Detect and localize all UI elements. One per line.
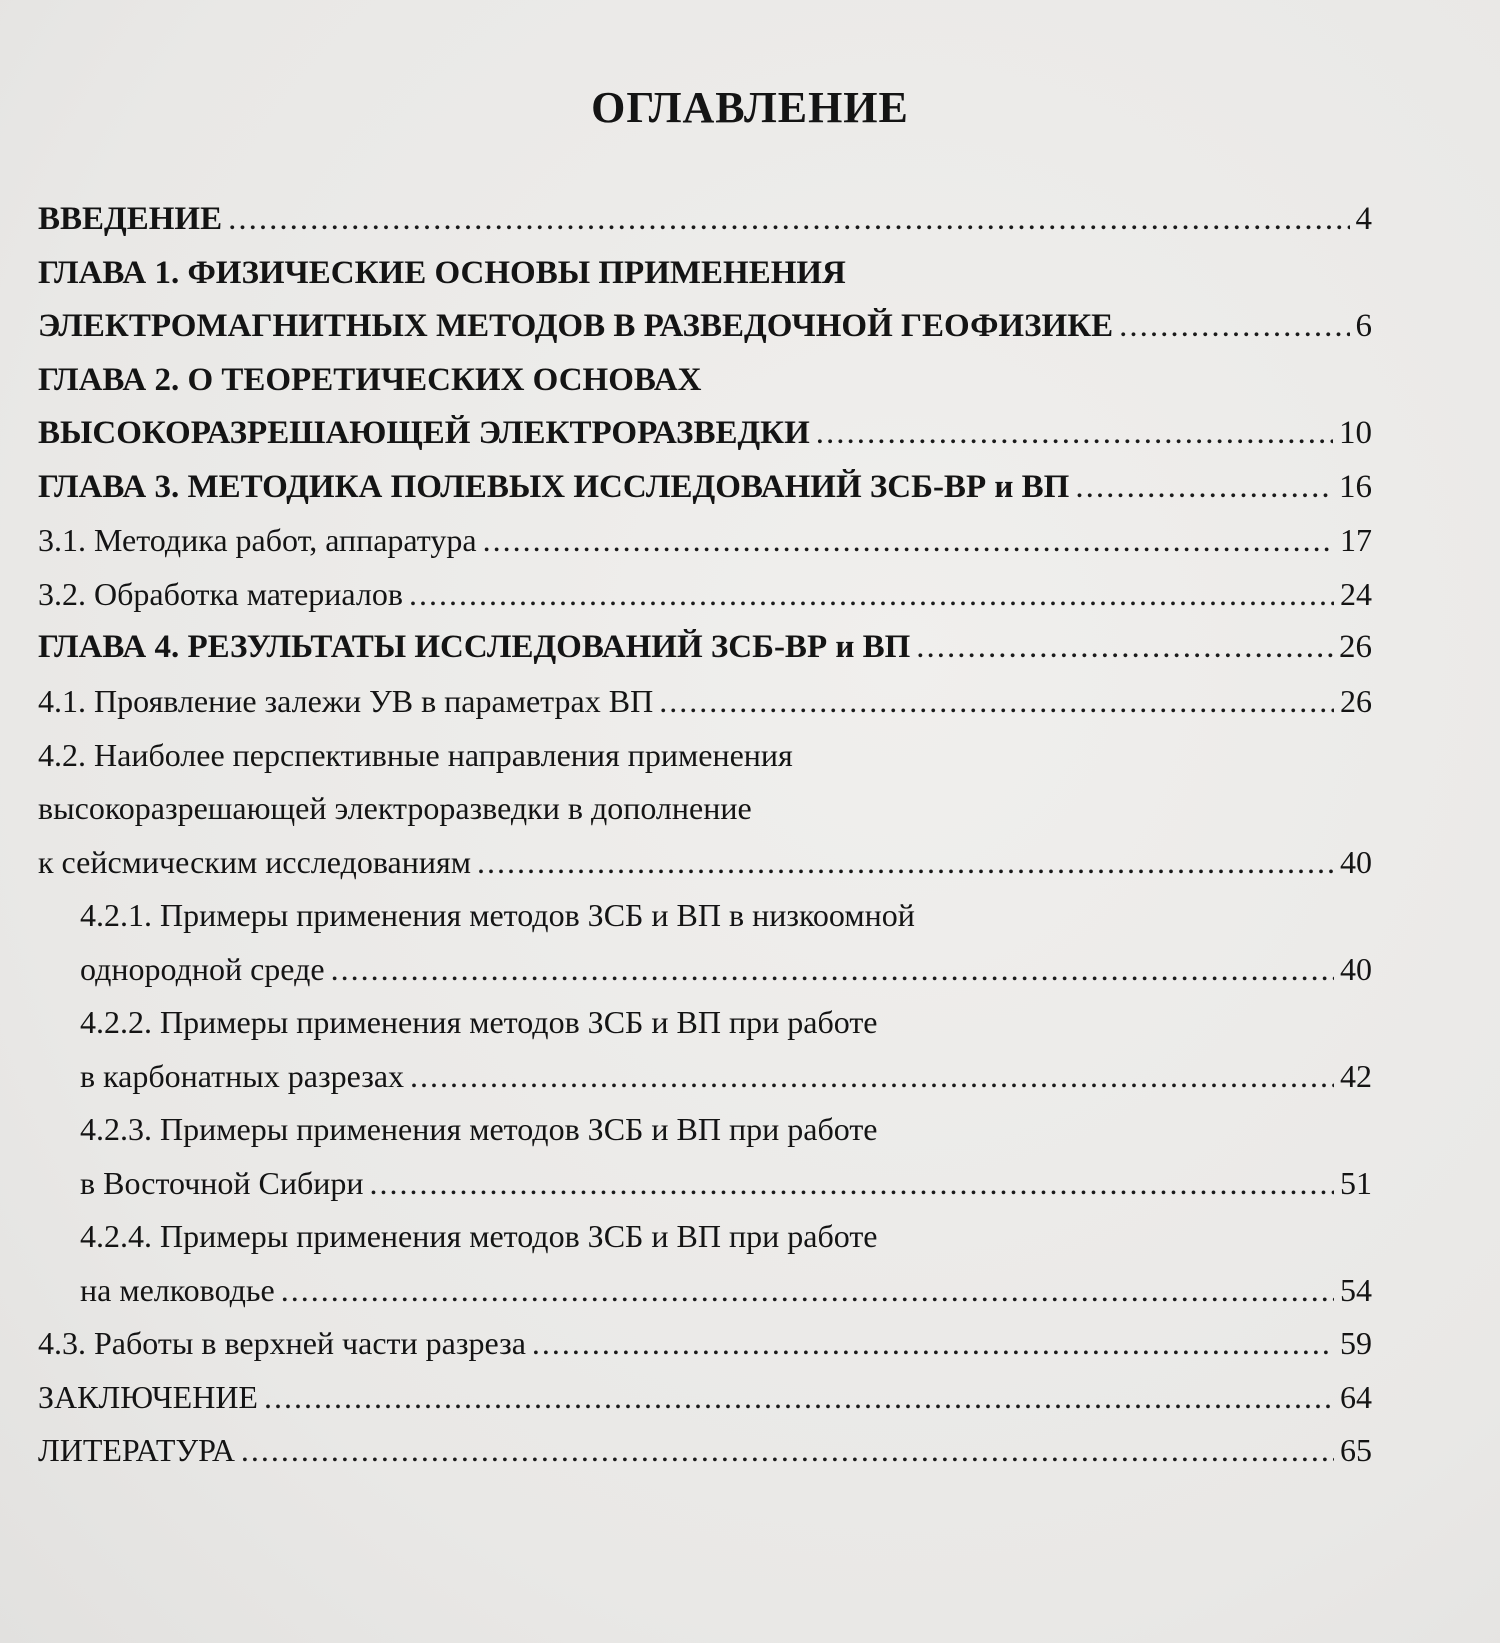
toc-entry-label: ГЛАВА 3. МЕТОДИКА ПОЛЕВЫХ ИССЛЕДОВАНИЙ ЗСБ-ВР и ВП: [38, 469, 1070, 505]
toc-entry-3-1: [38, 513, 1372, 567]
toc-entry-4-1: [38, 674, 1372, 728]
toc-entry-label: на мелководье: [80, 1272, 275, 1308]
toc-entry-label: 3.2. Обработка материалов: [38, 576, 403, 612]
dot-leader: [331, 942, 1334, 996]
dot-leader: [477, 835, 1334, 889]
toc-entry-4-2-line-3: [38, 835, 1372, 889]
toc-entry-label: однородной среде: [80, 951, 325, 987]
toc-entry-chapter-2-line-1: [38, 353, 1372, 407]
toc-entry-4-2-2-line-2: [80, 1049, 1372, 1103]
toc-entry-4-2-4-line-1: [80, 1209, 1372, 1263]
toc-entry-label: 4.2. Наиболее перспективные направления применения: [38, 737, 793, 773]
dot-leader: [228, 192, 1349, 246]
toc-entry-4-2-line-2: [38, 781, 1372, 835]
dot-leader: [816, 406, 1333, 460]
dot-leader: [241, 1423, 1334, 1477]
dot-leader: [370, 1156, 1334, 1210]
toc-entry-label: высокоразрешающей электроразведки в дополнение: [38, 790, 752, 826]
dot-leader: [1119, 299, 1349, 353]
toc-entry-4-2-2-line-1: [80, 995, 1372, 1049]
toc-entry-label: ГЛАВА 4. РЕЗУЛЬТАТЫ ИССЛЕДОВАНИЙ ЗСБ-ВР и ВП: [38, 629, 911, 665]
toc-entry-chapter-2-line-2: [38, 406, 1372, 460]
toc-entry-chapter-4: [38, 620, 1372, 674]
toc-entry-label: 4.2.3. Примеры применения методов ЗСБ и ВП при работе: [80, 1111, 878, 1147]
toc-entry-literature: [38, 1423, 1372, 1477]
toc-page-number: 17: [1340, 522, 1372, 558]
toc-entry-chapter-3: [38, 460, 1372, 514]
toc-entry-label: ВЫСОКОРАЗРЕШАЮЩЕЙ ЭЛЕКТРОРАЗВЕДКИ: [38, 415, 810, 451]
dot-leader: [281, 1263, 1334, 1317]
toc-entry-label: в Восточной Сибири: [80, 1165, 364, 1201]
toc-entry-chapter-1-line-2: [38, 299, 1372, 353]
toc-page-number: 10: [1339, 415, 1372, 451]
toc-entry-label: ВВЕДЕНИЕ: [38, 201, 223, 237]
toc-page-number: 26: [1340, 683, 1372, 719]
toc-entry-label: ГЛАВА 2. О ТЕОРЕТИЧЕСКИХ ОСНОВАХ: [38, 362, 702, 398]
toc-entry-4-2-1-line-1: [80, 888, 1372, 942]
dot-leader: [410, 1049, 1334, 1103]
dot-leader: [264, 1370, 1334, 1424]
toc-page-number: 59: [1340, 1325, 1372, 1361]
toc-entry-chapter-1-line-1: [38, 246, 1372, 300]
toc-page-number: 42: [1340, 1058, 1372, 1094]
toc-entry-3-2: [38, 567, 1372, 621]
page-title: ОГЛАВЛЕНИЕ: [591, 83, 909, 132]
toc-page-number: 16: [1339, 469, 1372, 505]
toc-entry-conclusion: [38, 1370, 1372, 1424]
dot-leader: [483, 513, 1334, 567]
dot-leader: [1075, 460, 1333, 514]
toc-page-number: 40: [1340, 844, 1372, 880]
toc-entry-4-2-3-line-2: [80, 1156, 1372, 1210]
toc-page-number: 4: [1355, 201, 1372, 237]
toc-page-number: 26: [1339, 629, 1372, 665]
toc-entry-introduction: [38, 192, 1372, 246]
toc-entry-label: 3.1. Методика работ, аппаратура: [38, 522, 477, 558]
dot-leader: [532, 1316, 1334, 1370]
toc-entry-label: ЗАКЛЮЧЕНИЕ: [38, 1379, 258, 1415]
toc-page-number: 51: [1340, 1165, 1372, 1201]
toc-entry-label: ГЛАВА 1. ФИЗИЧЕСКИЕ ОСНОВЫ ПРИМЕНЕНИЯ: [38, 255, 846, 291]
toc-entry-label: 4.1. Проявление залежи УВ в параметрах ВП: [38, 683, 654, 719]
toc-page-number: 24: [1340, 576, 1372, 612]
toc-page-number: 6: [1355, 308, 1372, 344]
toc-entry-label: 4.2.4. Примеры применения методов ЗСБ и ВП при работе: [80, 1218, 878, 1254]
toc-entry-label: ЛИТЕРАТУРА: [38, 1432, 235, 1468]
toc-page-number: 54: [1340, 1272, 1372, 1308]
toc-entry-label: 4.3. Работы в верхней части разреза: [38, 1325, 526, 1361]
toc-entry-label: 4.2.1. Примеры применения методов ЗСБ и ВП в низкоомной: [80, 897, 915, 933]
dot-leader: [916, 620, 1333, 674]
toc-entry-4-2-3-line-1: [80, 1102, 1372, 1156]
toc-page-number: 65: [1340, 1432, 1372, 1468]
toc-entry-label: 4.2.2. Примеры применения методов ЗСБ и ВП при работе: [80, 1004, 878, 1040]
toc-page-number: 40: [1340, 951, 1372, 987]
toc-entry-4-2-line-1: [38, 728, 1372, 782]
toc-entry-label: в карбонатных разрезах: [80, 1058, 405, 1094]
toc-entry-4-3: [38, 1316, 1372, 1370]
toc-entry-label: ЭЛЕКТРОМАГНИТНЫХ МЕТОДОВ В РАЗВЕДОЧНОЙ ГЕОФИЗИКЕ: [38, 308, 1114, 344]
dot-leader: [409, 567, 1334, 621]
toc-entry-4-2-4-line-2: [80, 1263, 1372, 1317]
toc-page-number: 64: [1340, 1379, 1372, 1415]
toc-entry-label: к сейсмическим исследованиям: [38, 844, 471, 880]
toc-entry-4-2-1-line-2: [80, 942, 1372, 996]
dot-leader: [659, 674, 1334, 728]
